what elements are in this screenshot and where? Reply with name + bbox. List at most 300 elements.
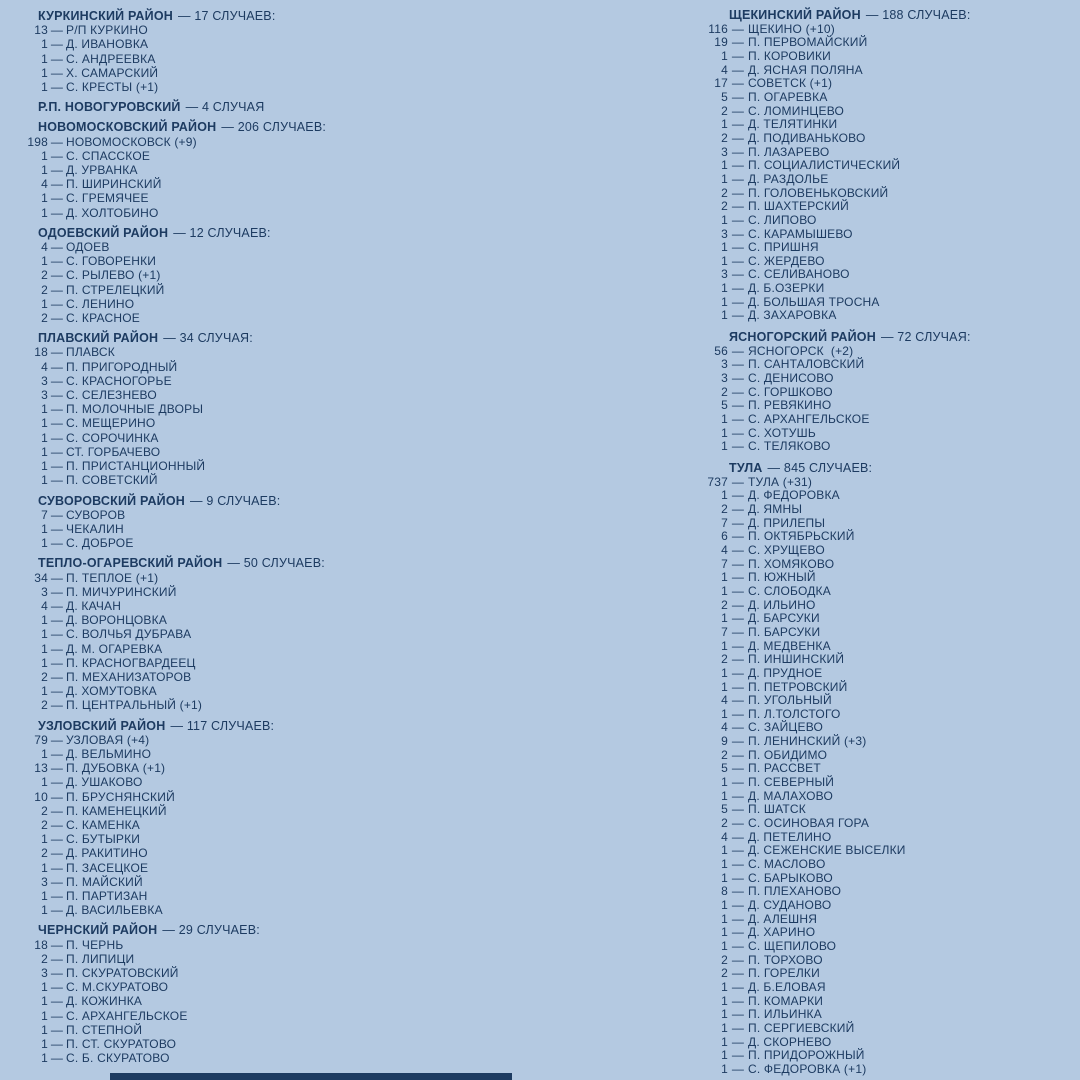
settlement-row [690,105,1076,119]
settlement-row [690,899,1076,913]
settlement-row [690,1022,1076,1036]
settlement-row [22,903,562,917]
settlement-row [690,132,1076,146]
dash-separator: — [731,720,745,735]
settlement-count: 1 [721,857,728,872]
settlement-count: 4 [721,829,728,844]
settlement-count: 1 [41,655,48,670]
settlement-count: 1 [41,51,48,66]
settlement-row [22,889,562,903]
section-header [38,100,562,114]
district-name: ЩЕКИНСКИЙ РАЙОН [729,8,861,22]
dash-separator: — [50,598,64,613]
settlement-name: ПЛАВСК [66,345,115,360]
settlement-count: 1 [41,888,48,903]
settlement-count: 7 [721,624,728,639]
dash-separator: — [50,951,64,966]
settlement-count: 1 [41,536,48,551]
settlement-name: С. СЛОБОДКА [748,583,831,598]
settlement-count: 1 [41,613,48,628]
settlement-count: 2 [721,199,728,214]
settlement-name: П. ИЛЬИНКА [748,1007,822,1022]
settlement-count: 1 [41,627,48,642]
section-header [729,331,1076,345]
settlement-count: 1 [41,148,48,163]
settlement-count: 8 [721,884,728,899]
settlement-name: С. КАМЕНКА [66,817,140,832]
settlement-row [22,761,562,775]
settlement-count: 1 [41,37,48,52]
settlement-row [22,80,562,94]
settlement-name: С. АРХАНГЕЛЬСКОЕ [66,1008,188,1023]
dash-separator: — [50,761,64,776]
dash-separator: — [50,874,64,889]
settlement-row [22,240,562,254]
dash-separator: — [731,870,745,885]
settlement-name: ОДОЕВ [66,240,110,255]
settlement-name: Д. СЕЖЕНСКИЕ ВЫСЕЛКИ [748,843,906,858]
settlement-count: 1 [41,684,48,699]
settlement-count: 1 [41,1051,48,1066]
settlement-row [22,832,562,846]
dash-separator: — [50,627,64,642]
dash-separator: — [731,570,745,585]
section-header [38,9,562,23]
settlement-row [22,938,562,952]
settlement-name: С. ГОВОРЕНКИ [66,254,157,269]
settlement-name: С. ХРУЩЕВО [748,542,825,557]
settlement-name: ТУЛА (+31) [748,474,813,489]
dash-separator: — [50,473,64,488]
settlement-count: 1 [721,488,728,503]
district-section [22,120,562,219]
settlement-count: 1 [721,253,728,268]
settlement-name: С. ЛОМИНЦЕВО [748,103,845,118]
district-case-count: — 188 СЛУЧАЕВ: [865,8,971,22]
settlement-name: С. СЕЛЕЗНЕВО [66,388,157,403]
settlement-count: 4 [41,359,48,374]
settlement-row [690,50,1076,64]
district-section [690,462,1076,1077]
settlement-name: П. ЧЕРНЬ [66,937,124,952]
district-section [22,556,562,712]
settlement-row [22,627,562,641]
settlement-row [690,64,1076,78]
dash-separator: — [731,267,745,282]
dash-separator: — [50,684,64,699]
dash-separator: — [731,253,745,268]
settlement-count: 7 [721,515,728,530]
district-section [22,719,562,918]
settlement-name: П. СТ. СКУРАТОВО [66,1037,177,1052]
settlement-row [22,1051,562,1065]
dash-separator: — [50,613,64,628]
district-case-count: — 9 СЛУЧАЕВ: [190,493,281,508]
district-case-count: — 4 СЛУЧАЯ [185,100,265,115]
dash-separator: — [731,89,745,104]
dash-separator: — [50,536,64,551]
dash-separator: — [731,966,745,981]
settlement-count: 737 [707,474,728,489]
settlement-count: 1 [41,832,48,847]
settlement-row [690,91,1076,105]
settlement-count: 19 [714,35,728,50]
settlement-count: 198 [27,134,48,149]
dash-separator: — [731,515,745,530]
section-header [38,556,562,570]
settlement-row [690,571,1076,585]
dash-separator: — [50,373,64,388]
settlement-count: 1 [721,294,728,309]
dash-separator: — [731,103,745,118]
dash-separator: — [731,48,745,63]
settlement-row [690,399,1076,413]
settlement-row [690,214,1076,228]
settlement-count: 1 [721,1007,728,1022]
settlement-name: ЩЕКИНО (+10) [748,21,835,36]
settlement-count: 1 [721,665,728,680]
dash-separator: — [731,775,745,790]
settlement-row [22,402,562,416]
settlement-name: П. ПЕТРОВСКИЙ [748,679,848,694]
settlement-name: П. ПЕРВОМАЙСКИЙ [748,35,868,50]
settlement-count: 1 [721,898,728,912]
settlement-count: 1 [721,412,728,427]
dash-separator: — [731,1020,745,1035]
dash-separator: — [731,611,745,626]
settlement-name: П. БРУСНЯНСКИЙ [66,789,175,804]
settlement-row [22,613,562,627]
dash-separator: — [731,76,745,91]
district-case-count: — 29 СЛУЧАЕВ: [162,923,260,938]
settlement-row [22,508,562,522]
settlement-name: С. МАСЛОВО [748,857,826,872]
dash-separator: — [731,816,745,831]
settlement-count: 2 [721,952,728,967]
settlement-name: Д. УШАКОВО [66,775,143,790]
settlement-row [22,268,562,282]
settlement-name: П. СТЕПНОЙ [66,1022,143,1037]
settlement-name: П. РЕВЯКИНО [748,398,832,413]
settlement-count: 1 [721,570,728,585]
settlement-count: 13 [34,761,48,776]
settlement-row [690,118,1076,132]
settlement-row [690,872,1076,886]
settlement-count: 2 [721,501,728,516]
settlement-row [690,626,1076,640]
settlement-row [22,966,562,980]
settlement-count: 3 [41,388,48,403]
settlement-row [22,818,562,832]
settlement-count: 1 [721,425,728,440]
settlement-count: 3 [41,584,48,599]
settlement-count: 1 [721,158,728,173]
dash-separator: — [50,669,64,684]
settlement-name: П. ПРИСТАНЦИОННЫЙ [66,459,206,474]
settlement-row [22,459,562,473]
settlement-name: П. ОКТЯБРЬСКИЙ [748,529,855,544]
dash-separator: — [50,1051,64,1066]
settlement-count: 56 [714,343,728,358]
dash-separator: — [731,357,745,372]
settlement-name: Д. ПРУДНОЕ [748,665,823,680]
settlement-name: С. ГОРШКОВО [748,384,833,399]
settlement-count: 1 [41,994,48,1009]
settlement-name: П. ЛАЗАРЕВО [748,144,830,159]
settlement-row [690,489,1076,503]
settlement-row [690,954,1076,968]
district-name: КУРКИНСКИЙ РАЙОН [38,9,173,23]
settlement-row [690,296,1076,310]
dash-separator: — [731,240,745,255]
settlement-name: П. ТЕПЛОЕ (+1) [66,570,159,585]
settlement-count: 1 [41,980,48,995]
settlement-count: 2 [41,268,48,283]
settlement-row [22,311,562,325]
settlement-row [22,804,562,818]
settlement-row [22,585,562,599]
dash-separator: — [50,584,64,599]
dash-separator: — [731,21,745,36]
settlement-count: 10 [34,789,48,804]
settlement-count: 4 [721,62,728,77]
settlement-count: 2 [41,951,48,966]
settlement-count: 5 [721,802,728,817]
settlement-count: 2 [41,817,48,832]
dash-separator: — [731,1007,745,1022]
settlement-count: 116 [708,21,728,36]
settlement-name: С. СОРОЧИНКА [66,430,159,445]
section-header [729,462,1076,476]
settlement-row [690,844,1076,858]
district-name: ТЕПЛО-ОГАРЕВСКИЙ РАЙОН [38,556,223,571]
dash-separator: — [50,282,64,297]
settlement-count: 1 [721,775,728,790]
settlement-row [22,571,562,585]
settlement-row [22,656,562,670]
dash-separator: — [50,388,64,403]
settlement-name: П. ПРИГОРОДНЫЙ [66,359,178,374]
settlement-name: С. ВОЛЧЬЯ ДУБРАВА [66,627,192,642]
settlement-count: 2 [721,130,728,145]
dash-separator: — [731,638,745,653]
dash-separator: — [50,966,64,980]
settlement-name: С. СПАССКОЕ [66,148,151,163]
dash-separator: — [50,775,64,790]
dash-separator: — [731,802,745,817]
settlement-name: П. СОЦИАЛИСТИЧЕСКИЙ [748,158,901,173]
settlement-row [22,163,562,177]
settlement-row [690,694,1076,708]
dash-separator: — [50,980,64,995]
settlement-count: 3 [721,357,728,372]
settlement-name: С. ГРЕМЯЧЕЕ [66,191,149,206]
settlement-count: 1 [721,638,728,653]
settlement-count: 79 [34,732,48,747]
settlement-row [690,1063,1076,1077]
settlement-name: С. ЛЕНИНО [66,296,135,311]
section-header [38,120,562,134]
settlement-count: 4 [41,240,48,255]
dash-separator: — [731,693,745,708]
settlement-row [690,427,1076,441]
settlement-name: Д. ТЕЛЯТИНКИ [748,117,838,132]
settlement-count: 1 [721,911,728,926]
settlement-count: 1 [721,843,728,858]
dash-separator: — [50,444,64,459]
settlement-name: СОВЕТСК (+1) [748,76,833,91]
dash-separator: — [50,1037,64,1052]
settlement-count: 1 [41,521,48,536]
section-header [38,331,562,345]
settlement-name: Д. КАЧАН [66,598,122,613]
section-header [38,494,562,508]
settlement-count: 1 [721,1048,728,1063]
settlement-count: 1 [721,48,728,63]
column-left [22,9,562,1065]
dash-separator: — [731,144,745,159]
district-case-count: — 845 СЛУЧАЕВ: [767,461,873,475]
settlement-row [690,386,1076,400]
dash-separator: — [731,425,745,440]
settlement-name: П. СЕРГИЕВСКИЙ [748,1020,855,1035]
settlement-count: 2 [721,185,728,200]
settlement-name: П. ЦЕНТРАЛЬНЫЙ (+1) [66,698,203,713]
settlement-count: 2 [41,311,48,326]
settlement-count: 4 [721,693,728,708]
dash-separator: — [50,746,64,761]
dash-separator: — [731,938,745,953]
settlement-count: 2 [721,747,728,762]
settlement-count: 3 [721,371,728,386]
settlement-name: С. РЫЛЕВО (+1) [66,268,161,283]
dash-separator: — [50,641,64,656]
settlement-name: Д. РАКИТИНО [66,846,148,861]
settlement-name: П. СКУРАТОВСКИЙ [66,966,179,980]
dash-separator: — [731,1061,745,1076]
dash-separator: — [731,439,745,454]
settlement-name: Д. МАЛАХОВО [748,788,834,803]
dash-separator: — [731,788,745,803]
settlement-name: С. ЩЕПИЛОВО [748,938,837,953]
settlement-row [690,940,1076,954]
district-name: ОДОЕВСКИЙ РАЙОН [38,225,169,240]
settlement-row [690,803,1076,817]
settlement-row [690,503,1076,517]
settlement-count: 4 [721,720,728,735]
settlement-count: 1 [41,402,48,417]
settlement-name: П. СТРЕЛЕЦКИЙ [66,282,165,297]
dash-separator: — [731,130,745,145]
settlement-name: СТ. ГОРБАЧЕВО [66,444,161,459]
section-header [38,226,562,240]
settlement-name: П. ДУБОВКА (+1) [66,761,166,776]
settlement-name: П. ГОРЕЛКИ [748,966,820,981]
settlement-name: Д. ЯСНАЯ ПОЛЯНА [748,62,863,77]
settlement-name: С. ОСИНОВАЯ ГОРА [748,816,870,831]
dash-separator: — [50,65,64,80]
settlement-name: С. ЖЕРДЕВО [748,253,825,268]
column-right [690,9,1076,1077]
settlement-row [22,416,562,430]
settlement-count: 1 [721,240,728,255]
dash-separator: — [731,556,745,571]
settlement-count: 1 [41,1022,48,1037]
district-name: ТУЛА [729,461,763,475]
dash-separator: — [731,925,745,940]
dash-separator: — [731,898,745,912]
settlement-name: Д. АЛЕШНЯ [748,911,818,926]
settlement-name: С. АРХАНГЕЛЬСКОЕ [748,412,870,427]
settlement-name: П. КОРОВИКИ [748,48,832,63]
settlement-row [22,360,562,374]
dash-separator: — [731,384,745,399]
district-case-count: — 117 СЛУЧАЕВ: [170,718,275,733]
settlement-count: 1 [721,679,728,694]
settlement-row [22,206,562,220]
dash-separator: — [731,829,745,844]
dash-separator: — [50,148,64,163]
dash-separator: — [50,359,64,374]
dash-separator: — [731,1034,745,1049]
dash-separator: — [731,158,745,173]
district-case-count: — 34 СЛУЧАЯ: [163,331,253,346]
dash-separator: — [731,597,745,612]
settlement-name: Д. Б.ОЗЕРКИ [748,281,825,296]
settlement-row [22,861,562,875]
settlement-name: П. МОЛОЧНЫЕ ДВОРЫ [66,402,204,417]
settlement-name: Д. ХАРИНО [748,925,816,940]
settlement-count: 18 [34,937,48,952]
settlement-row [690,913,1076,927]
dash-separator: — [50,846,64,861]
settlement-name: Д. ХОМУТОВКА [66,684,157,699]
settlement-row [690,268,1076,282]
dash-separator: — [50,507,64,522]
dash-separator: — [731,371,745,386]
dash-separator: — [731,171,745,186]
settlement-name: Д. РАЗДОЛЬЕ [748,171,829,186]
settlement-row [690,926,1076,940]
settlement-count: 7 [41,507,48,522]
settlement-row [690,735,1076,749]
dash-separator: — [731,843,745,858]
settlement-count: 4 [41,598,48,613]
district-section [22,494,562,551]
dash-separator: — [50,832,64,847]
settlement-row [22,1009,562,1023]
settlement-name: Д. ХОЛТОБИНО [66,205,159,220]
settlement-name: П. БАРСУКИ [748,624,821,639]
settlement-count: 1 [41,205,48,220]
settlement-name: Д. ПРИЛЕПЫ [748,515,826,530]
settlement-row [22,684,562,698]
district-name: НОВОМОСКОВСКИЙ РАЙОН [38,120,217,135]
settlement-name: Д. КОЖИНКА [66,994,143,1009]
settlement-name: П. ГОЛОВЕНЬКОВСКИЙ [748,185,889,200]
settlement-name: П. ЛЕНИНСКИЙ (+3) [748,734,867,749]
dash-separator: — [50,817,64,832]
settlement-name: С. КАРАМЫШЕВО [748,226,853,241]
settlement-row [690,200,1076,214]
dash-separator: — [50,655,64,670]
settlement-row [690,358,1076,372]
settlement-count: 1 [721,583,728,598]
settlement-count: 1 [721,925,728,940]
settlement-count: 1 [41,191,48,206]
settlement-count: 1 [721,870,728,885]
settlement-count: 17 [714,76,728,91]
